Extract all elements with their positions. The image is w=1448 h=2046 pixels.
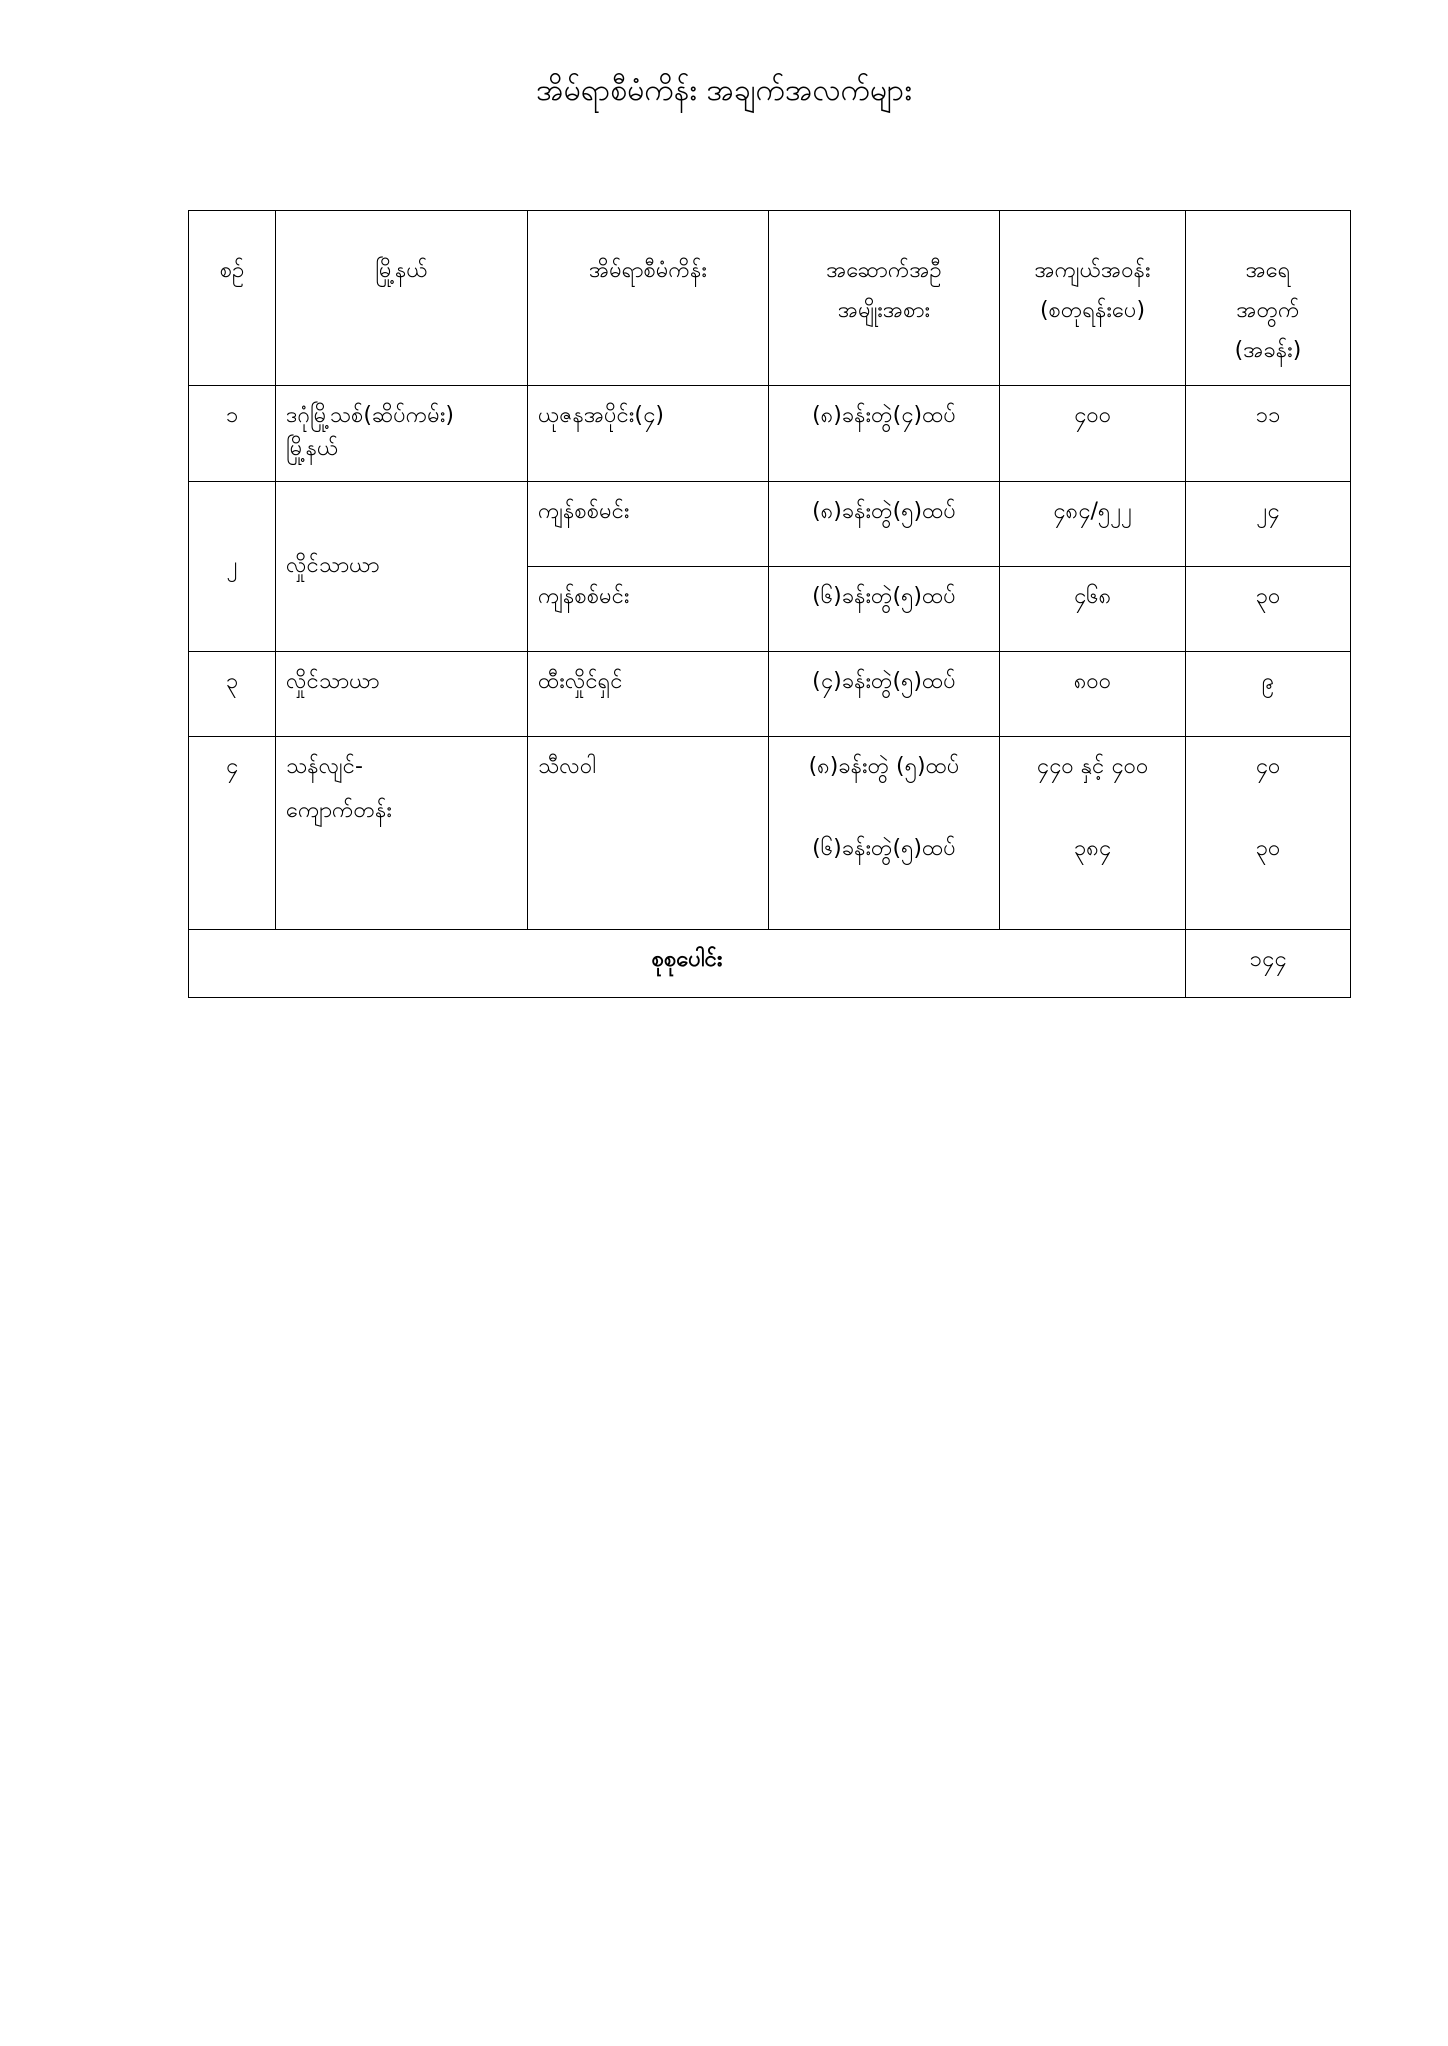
header-area-line1: အကျယ်အဝန်း (1034, 258, 1151, 283)
cell-no: ၂ (189, 482, 276, 652)
cell-type (769, 737, 1000, 930)
table-row (189, 386, 1351, 482)
cell-area-line2: ၃၈၄ (1073, 836, 1112, 861)
header-township: မြို့နယ် (276, 211, 528, 386)
header-project: အိမ်ရာစီမံကိန်း (528, 211, 769, 386)
page-title: အိမ်ရာစီမံကိန်း အချက်အလက်များ (536, 73, 912, 108)
cell-township-line1: သန်လျင်- (286, 754, 363, 779)
total-row (189, 930, 1351, 998)
cell-no: ၁ (189, 386, 276, 482)
total-value: ၁၄၄ (1186, 930, 1351, 998)
header-area (1000, 211, 1186, 386)
cell-township-line1: ဒဂုံမြို့သစ်(ဆိပ်ကမ်း) (286, 403, 455, 428)
cell-project: ထီးလှိုင်ရှင် (528, 652, 769, 737)
cell-units: ၂၄ (1186, 482, 1351, 567)
cell-units: ၉ (1186, 652, 1351, 737)
table-row (189, 652, 1351, 737)
cell-type: (၄)ခန်းတွဲ(၅)ထပ် (769, 652, 1000, 737)
header-no: စဉ် (189, 211, 276, 386)
total-label: စုစုပေါင်း (189, 930, 1186, 998)
cell-township: လှိုင်သာယာ (276, 482, 528, 652)
cell-township (276, 737, 528, 930)
cell-area: ၈၀၀ (1000, 652, 1186, 737)
header-units-line3: (အခန်း) (1234, 338, 1302, 363)
cell-township (276, 386, 528, 482)
cell-no: ၃ (189, 652, 276, 737)
header-units-line1: အရေ (1245, 258, 1291, 283)
cell-units-line2: ၃၀ (1255, 836, 1281, 861)
table-row (189, 737, 1351, 930)
table-row (189, 482, 1351, 567)
header-units (1186, 211, 1351, 386)
cell-township-line2: မြို့နယ် (286, 436, 339, 461)
header-building-type-line2: အမျိုးအစား (837, 298, 931, 323)
cell-type: (၈)ခန်းတွဲ(၅)ထပ် (769, 482, 1000, 567)
cell-no: ၄ (189, 737, 276, 930)
cell-project: သီလဝါ (528, 737, 769, 930)
cell-units: ၁၁ (1186, 386, 1351, 482)
cell-project: ယုဇနအပိုင်း(၄) (528, 386, 769, 482)
cell-type-line1: (၈)ခန်းတွဲ (၅)ထပ် (808, 754, 960, 779)
cell-area (1000, 737, 1186, 930)
cell-township: လှိုင်သာယာ (276, 652, 528, 737)
cell-area: ၄၆၈ (1000, 567, 1186, 652)
cell-type-line2: (၆)ခန်းတွဲ(၅)ထပ် (812, 836, 956, 861)
cell-units-line1: ၄၀ (1255, 754, 1281, 779)
cell-units: ၃၀ (1186, 567, 1351, 652)
cell-project: ကျန်စစ်မင်း (528, 567, 769, 652)
header-building-type (769, 211, 1000, 386)
cell-type: (၆)ခန်းတွဲ(၅)ထပ် (769, 567, 1000, 652)
cell-type: (၈)ခန်းတွဲ(၄)ထပ် (769, 386, 1000, 482)
cell-units (1186, 737, 1351, 930)
housing-table (188, 210, 1351, 998)
cell-area: ၄၈၄/၅၂၂ (1000, 482, 1186, 567)
header-building-type-line1: အဆောက်အဦ (826, 258, 942, 283)
cell-area-line1: ၄၄၀ နှင့် ၄၀၀ (1036, 754, 1149, 779)
header-units-line2: အတွက် (1236, 298, 1300, 323)
header-row (189, 211, 1351, 386)
cell-area: ၄၀၀ (1000, 386, 1186, 482)
cell-township-line2: ကျောက်တန်း (286, 798, 392, 823)
header-area-line2: (စတုရန်းပေ) (1039, 298, 1146, 323)
cell-project: ကျန်စစ်မင်း (528, 482, 769, 567)
